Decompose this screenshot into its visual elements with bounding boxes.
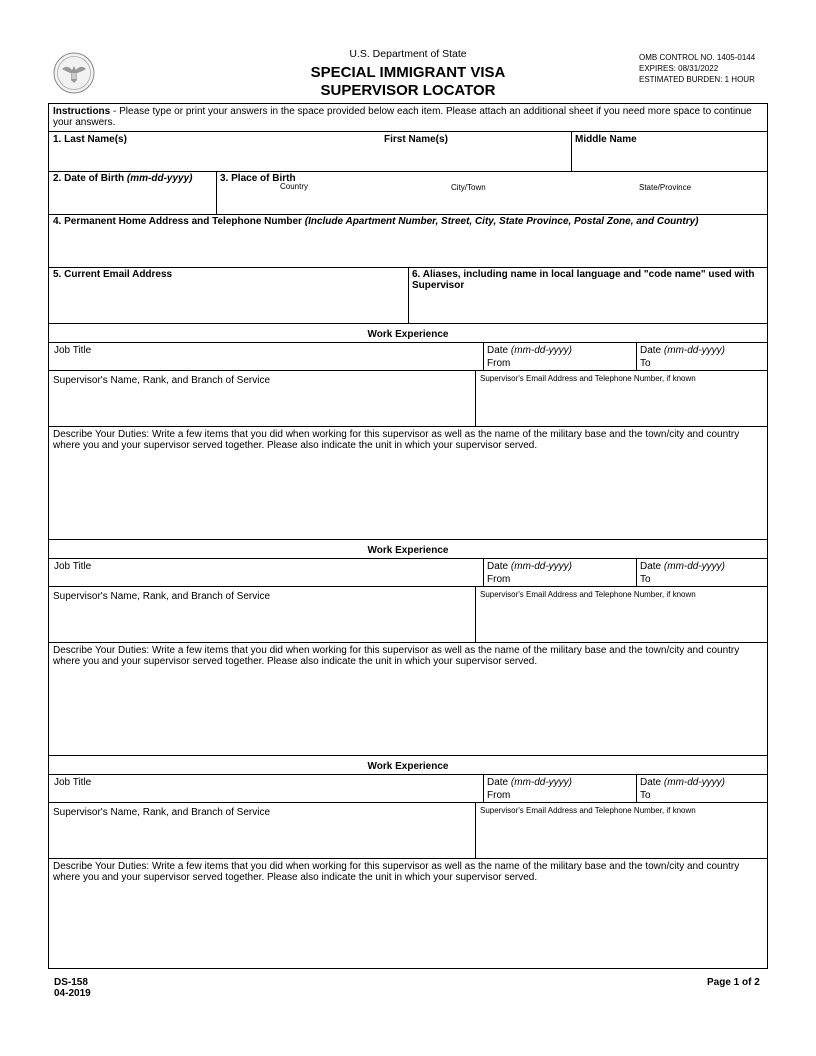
from-label: From (487, 790, 511, 801)
supervisor-name-label: Supervisor's Name, Rank, and Branch of Service (53, 807, 271, 818)
date-from-label: Date (mm-dd-yyyy) (487, 561, 573, 572)
date-from-label: Date (mm-dd-yyyy) (487, 777, 573, 788)
duties-label: Describe Your Duties: Write a few items that you did when working for this supervisor as well as the name of the military base and the town/city and country where you and your supervisor served together. Please also indicate the unit in which your supervisor served. (53, 429, 740, 451)
middle-name-label: Middle Name (575, 134, 637, 145)
supervisor-contact-label: Supervisor's Email Address and Telephone Number, if known (480, 374, 696, 383)
supervisor-contact-label: Supervisor's Email Address and Telephone Number, if known (480, 590, 696, 599)
last-name-label: 1. Last Name(s) (53, 134, 127, 145)
omb-burden: ESTIMATED BURDEN: 1 HOUR (639, 75, 755, 84)
instructions-text: - Please type or print your answers in the space provided below each item. Please attach an additional sheet if you need more space to continue your answers. (53, 106, 752, 128)
date-to-label: Date (mm-dd-yyyy) (640, 777, 726, 788)
city-town-label: City/Town (451, 183, 486, 192)
job-title-label: Job Title (54, 345, 92, 356)
date-to-label: Date (mm-dd-yyyy) (640, 561, 726, 572)
work-experience-heading: Work Experience (367, 329, 449, 340)
date-from-label: Date (mm-dd-yyyy) (487, 345, 573, 356)
address-label: 4. Permanent Home Address and Telephone Number (Include Apartment Number, Street, City, State Province, Postal Zone, and Country) (53, 216, 699, 227)
omb-control-number: OMB CONTROL NO. 1405-0144 (639, 53, 756, 62)
from-label: From (487, 574, 511, 585)
form-title-line2: SUPERVISOR LOCATOR (320, 82, 496, 99)
first-name-label: First Name(s) (384, 134, 448, 145)
duties-label: Describe Your Duties: Write a few items that you did when working for this supervisor as well as the name of the military base and the town/city and country where you and your supervisor served together. Please also indicate the unit in which your supervisor served. (53, 645, 740, 667)
supervisor-name-label: Supervisor's Name, Rank, and Branch of Service (53, 591, 271, 602)
instructions-label: Instructions (53, 106, 111, 117)
state-province-label: State/Province (639, 183, 692, 192)
dob-label: 2. Date of Birth (mm-dd-yyyy) (53, 173, 193, 184)
email-label: 5. Current Email Address (53, 269, 173, 280)
to-label: To (640, 358, 651, 369)
supervisor-contact-label: Supervisor's Email Address and Telephone Number, if known (480, 806, 696, 815)
department-of-state-seal-icon (53, 52, 95, 94)
form-title-line1: SPECIAL IMMIGRANT VISA (310, 64, 506, 81)
country-label: Country (280, 182, 309, 191)
form-number: DS-158 (54, 977, 88, 988)
job-title-label: Job Title (54, 777, 92, 788)
to-label: To (640, 574, 651, 585)
form-revision: 04-2019 (54, 988, 91, 999)
page-number: Page 1 of 2 (707, 977, 760, 988)
duties-label: Describe Your Duties: Write a few items that you did when working for this supervisor as well as the name of the military base and the town/city and country where you and your supervisor served together. Please also indicate the unit in which your supervisor served. (53, 861, 740, 883)
form-grid (48, 103, 768, 969)
job-title-label: Job Title (54, 561, 92, 572)
date-to-label: Date (mm-dd-yyyy) (640, 345, 726, 356)
supervisor-name-label: Supervisor's Name, Rank, and Branch of Service (53, 375, 271, 386)
instructions (53, 106, 763, 128)
place-of-birth-label: 3. Place of Birth (220, 173, 296, 184)
from-label: From (487, 358, 511, 369)
department-name: U.S. Department of State (349, 48, 467, 60)
omb-expiration: EXPIRES: 08/31/2022 (639, 64, 719, 73)
aliases-label: 6. Aliases, including name in local language and "code name" used with Supervisor (412, 269, 755, 291)
work-experience-heading: Work Experience (367, 761, 449, 772)
work-experience-heading: Work Experience (367, 545, 449, 556)
to-label: To (640, 790, 651, 801)
